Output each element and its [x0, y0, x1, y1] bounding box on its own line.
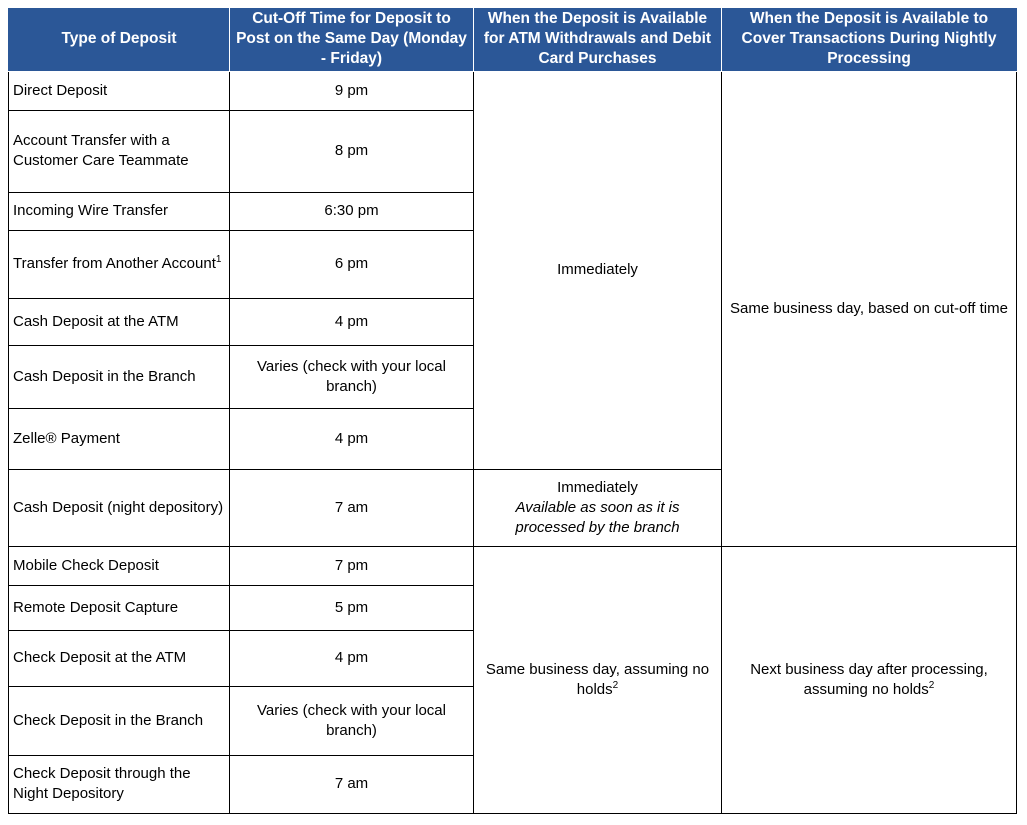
footnote-marker: 1: [215, 254, 222, 265]
deposit-type: Account Transfer with a Customer Care Teammate: [9, 110, 230, 192]
header-row: [9, 8, 1017, 71]
deposit-type: Incoming Wire Transfer: [9, 192, 230, 230]
availability-note: Available as soon as it is processed by the branch: [515, 498, 680, 536]
deposit-type: Cash Deposit at the ATM: [9, 298, 230, 345]
deposit-type: Zelle® Payment: [9, 408, 230, 469]
deposit-type: Remote Deposit Capture: [9, 585, 230, 630]
cutoff-time: Varies (check with your local branch): [230, 686, 474, 755]
cutoff-time: 7 am: [230, 469, 474, 546]
deposit-type: Check Deposit through the Night Depository: [9, 755, 230, 813]
footnote-marker: 2: [612, 679, 619, 691]
header-nightly-availability: When the Deposit is Available to Cover Transactions During Nightly Processing: [722, 8, 1017, 71]
atm-availability-checks: [474, 546, 722, 813]
availability-line: Immediately: [557, 478, 638, 496]
atm-availability-immediate: Immediately: [474, 71, 722, 469]
header-atm-availability: When the Deposit is Available for ATM Withdrawals and Debit Card Purchases: [474, 8, 722, 71]
cutoff-time: Varies (check with your local branch): [230, 345, 474, 408]
cutoff-time: 4 pm: [230, 630, 474, 686]
cutoff-time: 7 pm: [230, 546, 474, 585]
deposit-availability-table: [8, 8, 1017, 814]
cutoff-time: 6:30 pm: [230, 192, 474, 230]
header-cutoff-time: Cut-Off Time for Deposit to Post on the Same Day (Monday - Friday): [230, 8, 474, 71]
deposit-type: [9, 230, 230, 298]
cutoff-time: 4 pm: [230, 298, 474, 345]
atm-availability-night-deposit: [474, 469, 722, 546]
table-row: [9, 546, 1017, 585]
footnote-marker: 2: [928, 679, 935, 691]
deposit-type: Cash Deposit in the Branch: [9, 345, 230, 408]
deposit-type-label: Transfer from Another Account: [13, 255, 216, 272]
cutoff-time: 6 pm: [230, 230, 474, 298]
deposit-type: Direct Deposit: [9, 71, 230, 110]
header-type-of-deposit: Type of Deposit: [9, 8, 230, 71]
deposit-type: Mobile Check Deposit: [9, 546, 230, 585]
deposit-type: Check Deposit at the ATM: [9, 630, 230, 686]
nightly-availability-next-day: [722, 546, 1017, 813]
cutoff-time: 9 pm: [230, 71, 474, 110]
deposit-type: Cash Deposit (night depository): [9, 469, 230, 546]
availability-text: Same business day, assuming no holds: [485, 660, 710, 698]
cutoff-time: 8 pm: [230, 110, 474, 192]
cutoff-time: 4 pm: [230, 408, 474, 469]
cutoff-time: 7 am: [230, 755, 474, 813]
deposit-type: Check Deposit in the Branch: [9, 686, 230, 755]
cutoff-time: 5 pm: [230, 585, 474, 630]
availability-text: Next business day after processing, assuming no holds: [750, 660, 988, 698]
nightly-availability-same-day: Same business day, based on cut-off time: [722, 71, 1017, 546]
table-row: [9, 71, 1017, 110]
